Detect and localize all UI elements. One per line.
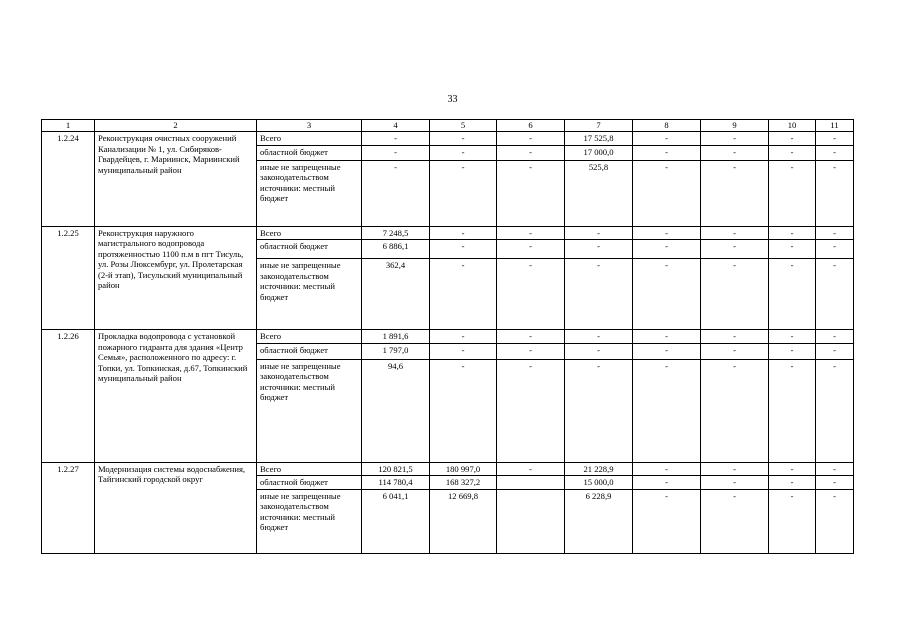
funding-source: областной бюджет <box>257 240 362 259</box>
funding-source: иные не запрещенные законодательством источники: местный бюджет <box>257 489 362 553</box>
value-cell: - <box>701 330 769 344</box>
value-cell: - <box>633 462 701 476</box>
value-cell: - <box>769 462 816 476</box>
item-name: Реконструкция очистных сооружений Канализации № 1, ул. Сибиряков-Гвардейцев, г. Мариинск, Мариинский муниципальный район <box>95 132 257 227</box>
value-cell: - <box>701 489 769 553</box>
table-row <box>42 330 854 344</box>
funding-source: областной бюджет <box>257 476 362 490</box>
value-cell: - <box>633 359 701 462</box>
value-cell: - <box>430 226 497 240</box>
value-cell: - <box>769 330 816 344</box>
value-cell: - <box>769 240 816 259</box>
value-cell: - <box>769 132 816 146</box>
value-cell: 180 997,0 <box>430 462 497 476</box>
value-cell: - <box>633 259 701 330</box>
value-cell: 6 041,1 <box>362 489 430 553</box>
value-cell: 17 525,8 <box>565 132 633 146</box>
funding-source: областной бюджет <box>257 145 362 160</box>
header-cell: 6 <box>497 120 565 132</box>
value-cell: 6 228,9 <box>565 489 633 553</box>
value-cell: - <box>565 330 633 344</box>
value-cell: 6 886,1 <box>362 240 430 259</box>
value-cell: - <box>430 145 497 160</box>
value-cell: 94,6 <box>362 359 430 462</box>
value-cell: - <box>816 226 854 240</box>
funding-source: иные не запрещенные законодательством источники: местный бюджет <box>257 259 362 330</box>
value-cell: - <box>701 259 769 330</box>
value-cell: - <box>497 259 565 330</box>
value-cell: - <box>701 160 769 226</box>
header-cell: 4 <box>362 120 430 132</box>
value-cell: - <box>633 489 701 553</box>
value-cell: - <box>633 226 701 240</box>
value-cell <box>497 489 565 553</box>
value-cell: 120 821,5 <box>362 462 430 476</box>
value-cell: - <box>497 160 565 226</box>
value-cell: 1 891,6 <box>362 330 430 344</box>
value-cell: 114 780,4 <box>362 476 430 490</box>
value-cell: 17 000,0 <box>565 145 633 160</box>
value-cell: - <box>701 476 769 490</box>
header-cell: 7 <box>565 120 633 132</box>
value-cell <box>497 476 565 490</box>
funding-source: Всего <box>257 132 362 146</box>
value-cell: - <box>362 160 430 226</box>
value-cell: - <box>701 145 769 160</box>
value-cell: - <box>816 330 854 344</box>
value-cell: - <box>816 240 854 259</box>
value-cell: - <box>633 343 701 359</box>
value-cell: - <box>816 462 854 476</box>
value-cell: - <box>769 259 816 330</box>
header-row <box>42 120 854 132</box>
funding-source: иные не запрещенные законодательством источники: местный бюджет <box>257 359 362 462</box>
value-cell: - <box>633 240 701 259</box>
value-cell: - <box>497 359 565 462</box>
value-cell: - <box>633 145 701 160</box>
value-cell: - <box>565 226 633 240</box>
value-cell: 525,8 <box>565 160 633 226</box>
value-cell: - <box>769 160 816 226</box>
header-cell: 5 <box>430 120 497 132</box>
value-cell: - <box>816 489 854 553</box>
value-cell: - <box>565 259 633 330</box>
value-cell: 15 000,0 <box>565 476 633 490</box>
value-cell: - <box>701 240 769 259</box>
value-cell: - <box>430 343 497 359</box>
header-cell: 8 <box>633 120 701 132</box>
table-row <box>42 132 854 146</box>
table-row <box>42 462 854 476</box>
value-cell: - <box>430 359 497 462</box>
value-cell: - <box>816 476 854 490</box>
value-cell: - <box>701 132 769 146</box>
value-cell: - <box>430 330 497 344</box>
value-cell: - <box>769 489 816 553</box>
value-cell: - <box>769 359 816 462</box>
funding-source: Всего <box>257 330 362 344</box>
header-cell: 3 <box>257 120 362 132</box>
header-cell: 10 <box>769 120 816 132</box>
value-cell: - <box>769 343 816 359</box>
funding-source: иные не запрещенные законодательством источники: местный бюджет <box>257 160 362 226</box>
value-cell: - <box>565 343 633 359</box>
table-row <box>42 226 854 240</box>
value-cell: - <box>633 330 701 344</box>
value-cell: - <box>362 145 430 160</box>
value-cell: - <box>816 359 854 462</box>
value-cell: - <box>769 145 816 160</box>
budget-table <box>41 119 854 554</box>
header-cell: 1 <box>42 120 95 132</box>
value-cell: - <box>430 240 497 259</box>
item-name: Реконструкция наружного магистрального водопровода протяженностью 1100 п.м в пгт Тисуль, ул. Розы Люксембург, ул. Пролетарская (2-й этап), Тисульский муниципальный район <box>95 226 257 330</box>
value-cell: - <box>430 259 497 330</box>
value-cell: - <box>497 145 565 160</box>
value-cell: - <box>362 132 430 146</box>
value-cell: - <box>701 343 769 359</box>
value-cell: - <box>497 226 565 240</box>
value-cell: - <box>565 240 633 259</box>
value-cell: - <box>816 132 854 146</box>
value-cell: - <box>497 240 565 259</box>
funding-source: областной бюджет <box>257 343 362 359</box>
value-cell: - <box>565 359 633 462</box>
page-number: 33 <box>447 94 458 105</box>
value-cell: - <box>769 476 816 490</box>
value-cell: - <box>633 160 701 226</box>
value-cell: - <box>701 359 769 462</box>
funding-source: Всего <box>257 462 362 476</box>
value-cell: - <box>633 132 701 146</box>
value-cell: - <box>816 259 854 330</box>
item-number: 1.2.25 <box>42 226 95 330</box>
value-cell: 168 327,2 <box>430 476 497 490</box>
funding-source: Всего <box>257 226 362 240</box>
value-cell: - <box>497 132 565 146</box>
value-cell: 7 248,5 <box>362 226 430 240</box>
header-cell: 2 <box>95 120 257 132</box>
item-number: 1.2.27 <box>42 462 95 553</box>
value-cell: - <box>633 476 701 490</box>
value-cell: - <box>769 226 816 240</box>
value-cell: - <box>816 160 854 226</box>
item-name: Прокладка водопровода с установкой пожарного гидранта для здания «Центр Семья», расположенного по адресу: г. Топки, ул. Топкинская, д.67, Топкинский муниципальный район <box>95 330 257 463</box>
value-cell: - <box>701 462 769 476</box>
value-cell: - <box>701 226 769 240</box>
value-cell: 362,4 <box>362 259 430 330</box>
header-cell: 9 <box>701 120 769 132</box>
value-cell: - <box>497 330 565 344</box>
value-cell: 21 228,9 <box>565 462 633 476</box>
item-number: 1.2.26 <box>42 330 95 463</box>
value-cell: 12 669,8 <box>430 489 497 553</box>
value-cell: - <box>497 462 565 476</box>
item-name: Модернизация системы водоснабжения, Тайгинский городской округ <box>95 462 257 553</box>
item-number: 1.2.24 <box>42 132 95 227</box>
header-cell: 11 <box>816 120 854 132</box>
value-cell: - <box>430 160 497 226</box>
value-cell: 1 797,0 <box>362 343 430 359</box>
value-cell: - <box>816 145 854 160</box>
value-cell: - <box>497 343 565 359</box>
value-cell: - <box>816 343 854 359</box>
value-cell: - <box>430 132 497 146</box>
